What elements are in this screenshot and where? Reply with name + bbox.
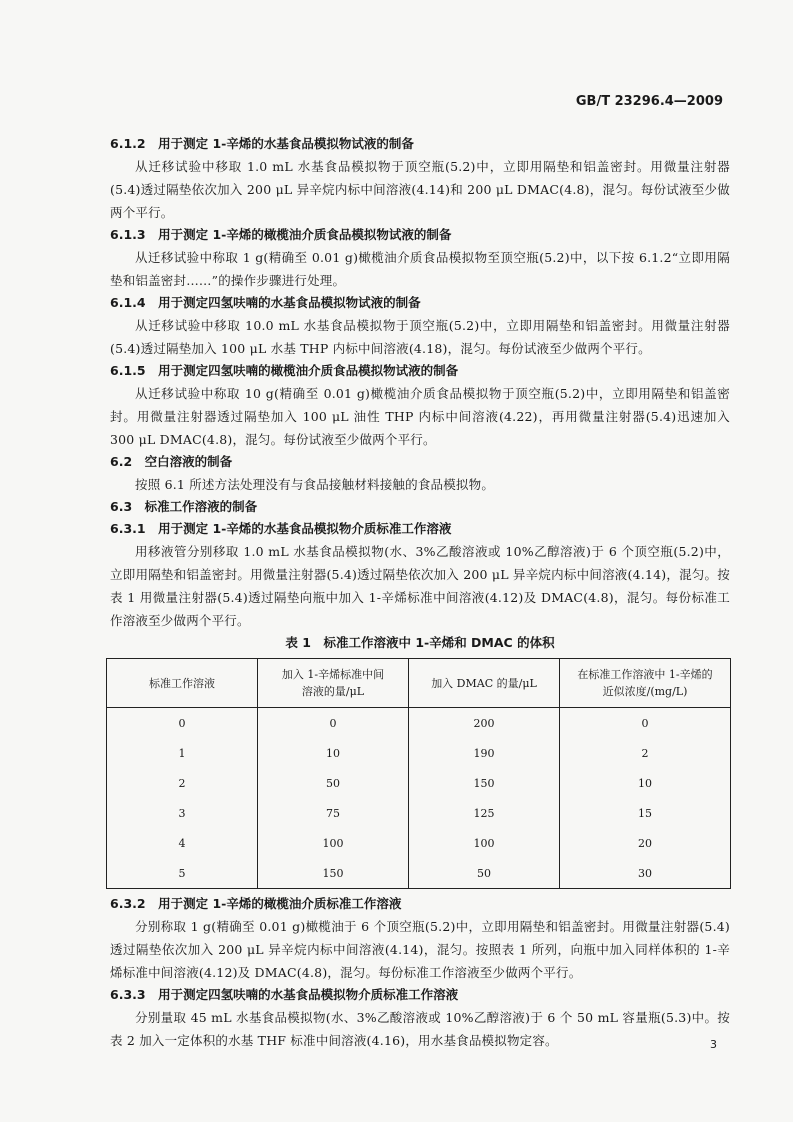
cell-concentration: 30 [560, 858, 731, 889]
cell-dmac: 125 [409, 798, 560, 828]
cell-id: 2 [107, 768, 258, 798]
table-row [107, 708, 731, 739]
cell-concentration: 20 [560, 828, 731, 858]
cell-id: 3 [107, 798, 258, 828]
paragraph-6-1-4: 从迁移试验中移取 10.0 mL 水基食品模拟物于顶空瓶(5.2)中，立即用隔垫和铝盖密封。用微量注射器(5.4)透过隔垫加入 100 μL 水基 THP 内标中间溶液(4.18)，混匀。每份试液至少做两个平行。 [110, 318, 730, 356]
standard-number: GB/T 23296.4—2009 [575, 94, 723, 109]
cell-concentration: 2 [560, 738, 731, 768]
table-row [107, 828, 731, 858]
cell-id: 4 [107, 828, 258, 858]
header-octene-volume-line2: 溶液的量/μL [301, 685, 365, 698]
table-row [107, 738, 731, 768]
cell-id: 0 [107, 708, 258, 739]
heading-6-1-5: 6.1.5 用于测定四氢呋喃的橄榄油介质食品模拟物试液的制备 [110, 363, 459, 378]
paragraph-6-1-5: 从迁移试验中称取 10 g(精确至 0.01 g)橄榄油介质食品模拟物于顶空瓶(5.2)中，立即用隔垫和铝盖密封。用微量注射器透过隔垫加入 100 μL 油性 THP 内标中间溶液(4.22)，再用微量注射器(5.4)迅速加入 300 μL DMAC(4.8)，混匀。每份试液至少做两个平行。 [110, 386, 730, 447]
cell-octene: 10 [258, 738, 409, 768]
cell-dmac: 190 [409, 738, 560, 768]
heading-6-2: 6.2 空白溶液的制备 [110, 454, 233, 469]
cell-dmac: 150 [409, 768, 560, 798]
cell-octene: 50 [258, 768, 409, 798]
header-octene-volume-line1: 加入 1-辛烯标准中间 [281, 668, 385, 681]
heading-6-3-2: 6.3.2 用于测定 1-辛烯的橄榄油介质标准工作溶液 [110, 896, 402, 911]
cell-id: 5 [107, 858, 258, 889]
header-octene-concentration-line1: 在标准工作溶液中 1-辛烯的 [577, 668, 713, 681]
cell-dmac: 100 [409, 828, 560, 858]
cell-dmac: 50 [409, 858, 560, 889]
heading-6-3-3: 6.3.3 用于测定四氢呋喃的水基食品模拟物介质标准工作溶液 [110, 987, 459, 1002]
cell-concentration: 10 [560, 768, 731, 798]
paragraph-6-3-2: 分别称取 1 g(精确至 0.01 g)橄榄油于 6 个顶空瓶(5.2)中，立即用隔垫和铝盖密封。用微量注射器(5.4)透过隔垫依次加入 200 μL 异辛烷内标中间溶液(4.14)，混匀。按照表 1 所列，向瓶中加入同样体积的 1-辛烯标准中间溶液(4.12)及 DMAC(4.8)，混匀。每份标准工作溶液至少做两个平行。 [110, 919, 730, 980]
paragraph-6-3-3: 分别量取 45 mL 水基食品模拟物(水、3%乙酸溶液或 10%乙醇溶液)于 6 个 50 mL 容量瓶(5.3)中。按表 2 加入一定体积的水基 THF 标准中间溶液(4.16)，用水基食品模拟物定容。 [110, 1010, 730, 1048]
page-number: 3 [710, 1038, 717, 1051]
table-1-title: 表 1 标准工作溶液中 1-辛烯和 DMAC 的体积 [285, 635, 555, 650]
header-octene-concentration [560, 659, 731, 708]
header-octene-volume [258, 659, 409, 708]
paragraph-6-2: 按照 6.1 所述方法处理没有与食品接触材料接触的食品模拟物。 [135, 477, 495, 492]
table-1 [106, 658, 731, 889]
table-row [107, 798, 731, 828]
cell-concentration: 0 [560, 708, 731, 739]
header-standard-solution: 标准工作溶液 [107, 659, 258, 708]
table-header-row [107, 659, 731, 708]
heading-6-1-2: 6.1.2 用于测定 1-辛烯的水基食品模拟物试液的制备 [110, 136, 414, 151]
cell-octene: 150 [258, 858, 409, 889]
heading-6-1-3: 6.1.3 用于测定 1-辛烯的橄榄油介质食品模拟物试液的制备 [110, 227, 452, 242]
cell-octene: 75 [258, 798, 409, 828]
header-octene-concentration-line2: 近似浓度/(mg/L) [602, 685, 688, 698]
cell-dmac: 200 [409, 708, 560, 739]
paragraph-6-1-3: 从迁移试验中称取 1 g(精确至 0.01 g)橄榄油介质食品模拟物至顶空瓶(5.2)中，以下按 6.1.2“立即用隔垫和铝盖密封……”的操作步骤进行处理。 [110, 250, 730, 288]
cell-octene: 0 [258, 708, 409, 739]
cell-octene: 100 [258, 828, 409, 858]
cell-id: 1 [107, 738, 258, 768]
cell-concentration: 15 [560, 798, 731, 828]
table-row [107, 858, 731, 889]
paragraph-6-3-1: 用移液管分别移取 1.0 mL 水基食品模拟物(水、3%乙酸溶液或 10%乙醇溶液)于 6 个顶空瓶(5.2)中，立即用隔垫和铝盖密封。用微量注射器(5.4)透过隔垫依次加入 200 μL 异辛烷内标中间溶液(4.14)，混匀。按表 1 用微量注射器(5.4)透过隔垫向瓶中加入 1-辛烯标准中间溶液(4.12)及 DMAC(4.8)，混匀。每份标准工作溶液至少做两个平行。 [110, 544, 730, 628]
paragraph-6-1-2: 从迁移试验中移取 1.0 mL 水基食品模拟物于顶空瓶(5.2)中，立即用隔垫和铝盖密封。用微量注射器(5.4)透过隔垫依次加入 200 μL 异辛烷内标中间溶液(4.14)和 200 μL DMAC(4.8)，混匀。每份试液至少做两个平行。 [110, 159, 730, 220]
header-dmac-volume: 加入 DMAC 的量/μL [409, 659, 560, 708]
document-body [110, 133, 730, 1052]
heading-6-3: 6.3 标准工作溶液的制备 [110, 499, 258, 514]
heading-6-1-4: 6.1.4 用于测定四氢呋喃的水基食品模拟物试液的制备 [110, 295, 421, 310]
table-row [107, 768, 731, 798]
heading-6-3-1: 6.3.1 用于测定 1-辛烯的水基食品模拟物介质标准工作溶液 [110, 521, 452, 536]
